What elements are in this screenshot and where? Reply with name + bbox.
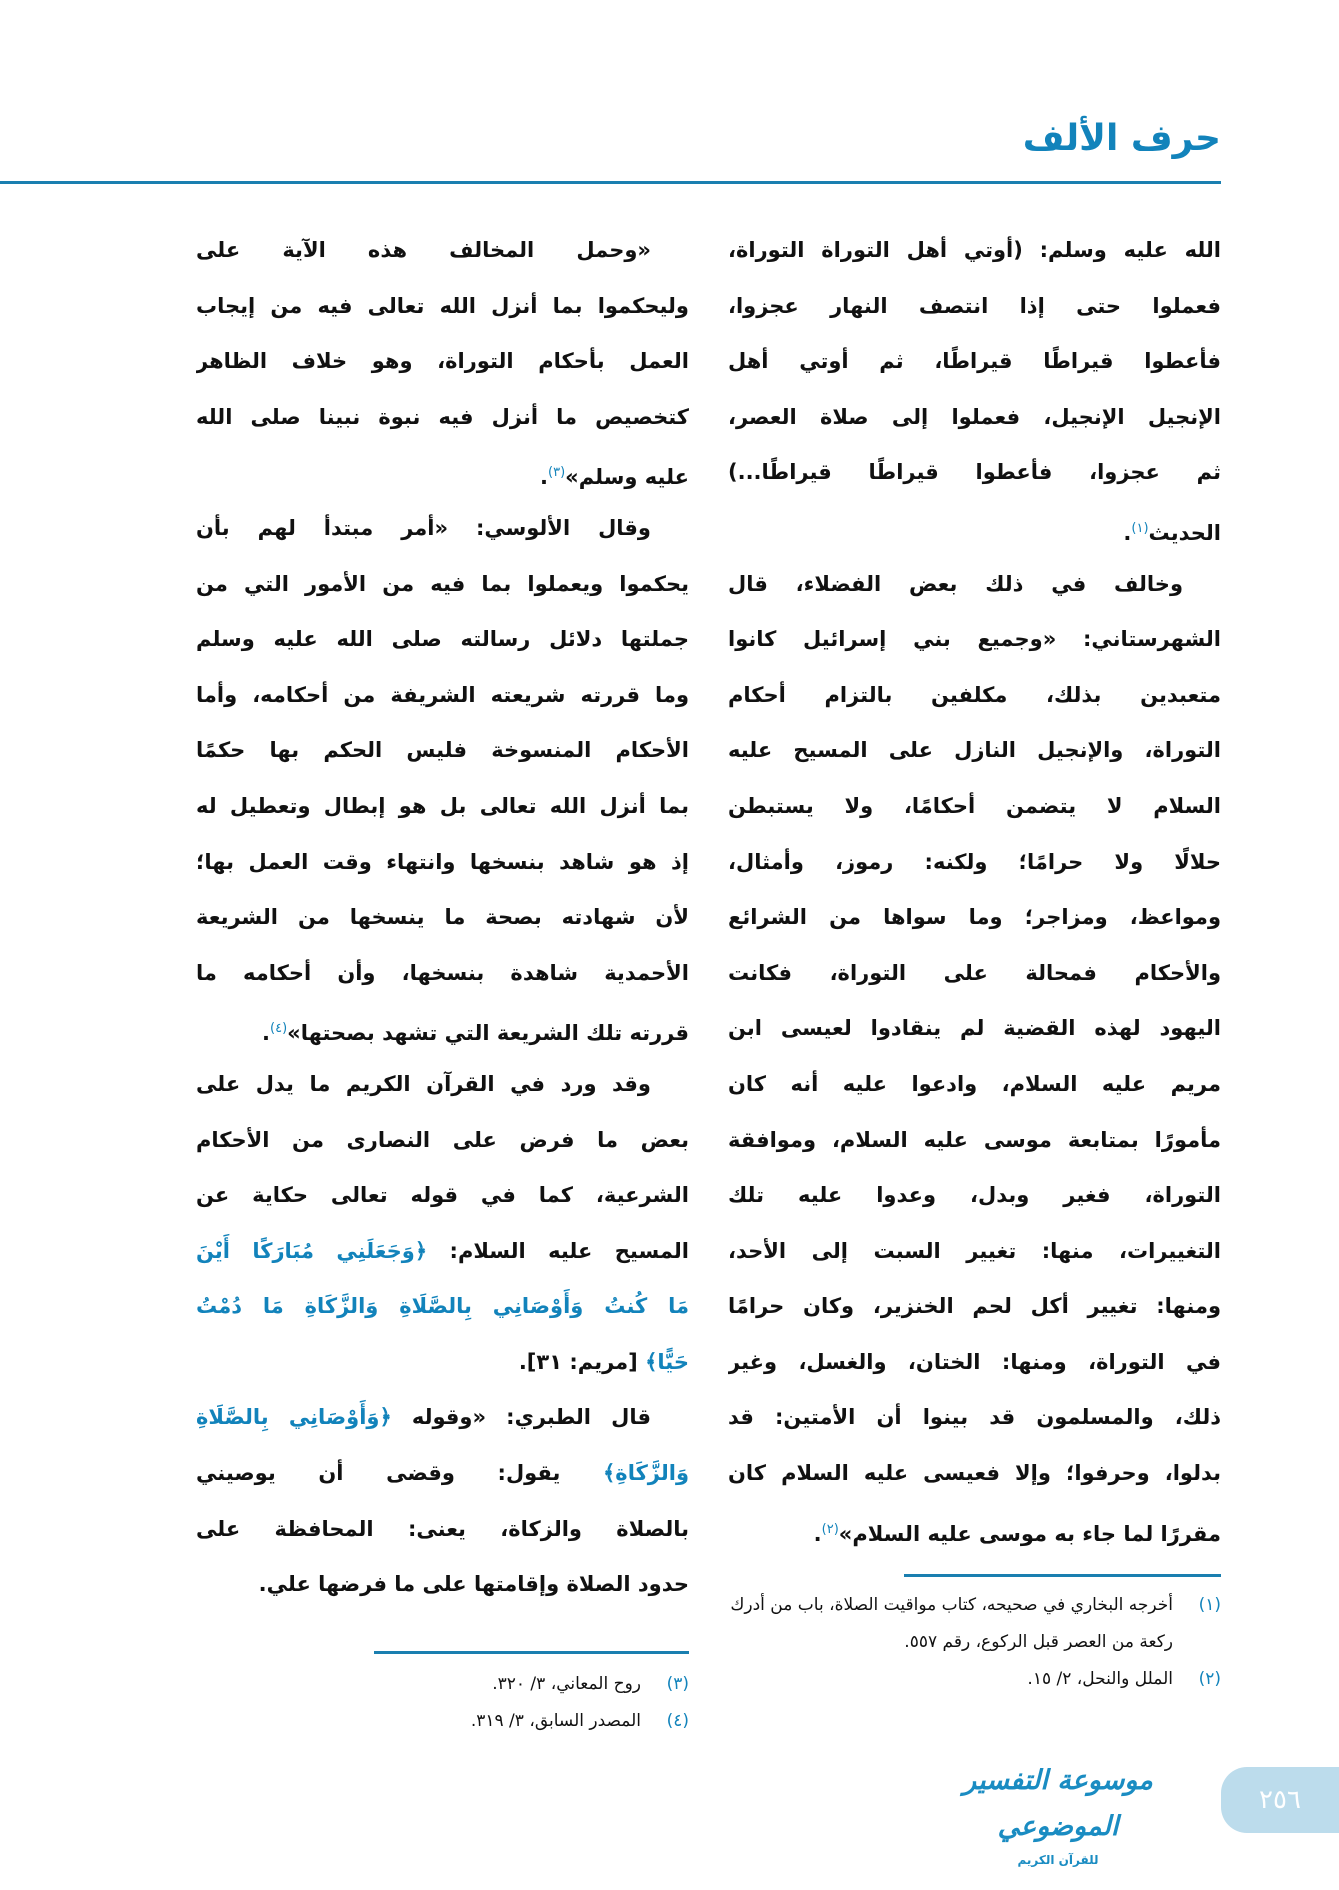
text-segment: التغييرات، منها: تغيير السبت إلى الأحد، <box>728 1238 1221 1263</box>
text-segment: وما قررته شريعته الشريفة من أحكامه، وأما <box>196 682 689 707</box>
text-segment: . <box>1123 520 1132 545</box>
text-line <box>728 1168 1221 1224</box>
footnote-number: (٢) <box>1198 1669 1221 1689</box>
text-segment: متعبدين بذلك، مكلفين بالتزام أحكام <box>728 682 1221 707</box>
text-line <box>728 1113 1221 1169</box>
text-segment: مقررًا لما جاء به موسى عليه السلام» <box>838 1521 1221 1546</box>
text-segment: ومواعظ، ومزاجر؛ وما سواها من الشرائع <box>728 905 1221 930</box>
text-segment: بعض ما فرض على النصارى من الأحكام <box>196 1127 689 1152</box>
text-segment: فعملوا حتى إذا انتصف النهار عجزوا، <box>728 293 1221 318</box>
text-segment: مأمورًا بمتابعة موسى عليه السلام، وموافقة <box>728 1127 1221 1152</box>
text-line <box>196 668 689 724</box>
text-line <box>196 779 689 835</box>
text-line <box>728 723 1221 779</box>
text-line <box>196 723 689 779</box>
text-line <box>196 1557 689 1613</box>
text-segment: حدود الصلاة وإقامتها على ما فرضها علي. <box>258 1572 689 1597</box>
text-line <box>196 1224 689 1280</box>
text-segment: بما أنزل الله تعالى بل هو إبطال وتعطيل له <box>196 793 689 818</box>
text-line <box>728 779 1221 835</box>
text-line <box>728 835 1221 891</box>
text-line <box>728 501 1221 557</box>
footnote-divider <box>904 1574 1221 1577</box>
text-line <box>728 1502 1221 1558</box>
text-line <box>196 1335 689 1391</box>
header-divider <box>0 181 1221 184</box>
footnotes-right <box>728 1587 1221 1698</box>
text-segment: والأحكام فمحالة على التوراة، فكانت <box>728 960 1221 985</box>
text-segment: الإنجيل الإنجيل، فعملوا إلى صلاة العصر، <box>728 404 1221 429</box>
text-segment: ثم عجزوا، فأعطوا قيراطًا قيراطًا...) <box>728 460 1221 485</box>
footnote-number: (٣) <box>666 1674 689 1694</box>
footnotes-left <box>374 1666 689 1740</box>
quran-verse: ﴿وَجَعَلَنِي مُبَارَكًا أَيْنَ <box>196 1238 428 1263</box>
text-segment: وخالف في ذلك بعض الفضلاء، قال <box>728 571 1183 596</box>
footnote-text: المصدر السابق، ٣/ ٣١٩. <box>470 1711 641 1731</box>
text-line <box>196 501 689 557</box>
text-line <box>728 1001 1221 1057</box>
text-line <box>196 1057 689 1113</box>
text-line <box>196 557 689 613</box>
text-line <box>728 223 1221 279</box>
text-segment: التوراة، والإنجيل النازل على المسيح عليه <box>728 738 1221 763</box>
text-segment: حلالًا ولا حرامًا؛ ولكنه: رموز، وأمثال، <box>728 849 1221 874</box>
text-line <box>196 1390 689 1446</box>
text-line <box>196 279 689 335</box>
text-line <box>728 390 1221 446</box>
text-segment: بالصلاة والزكاة، يعنى: المحافظة على <box>196 1516 689 1541</box>
text-segment: وليحكموا بما أنزل الله تعالى فيه من إيجاب <box>196 293 689 318</box>
text-segment: اليهود لهذه القضية لم ينقادوا لعيسى ابن <box>728 1016 1221 1041</box>
text-segment: قال الطبري: «وقوله <box>391 1405 651 1430</box>
text-line <box>728 445 1221 501</box>
text-segment: التوراة، فغير وبدل، وعدوا عليه تلك <box>728 1183 1221 1208</box>
text-line <box>196 390 689 446</box>
quran-verse: مَا كُنتُ وَأَوْصَانِي بِالصَّلَاةِ وَالزَّكَاةِ مَا دُمْتُ <box>196 1294 689 1319</box>
footnote <box>374 1703 689 1740</box>
text-line <box>196 1168 689 1224</box>
text-segment: [مريم: ٣١]. <box>518 1349 646 1374</box>
text-line <box>728 1279 1221 1335</box>
text-line <box>728 1390 1221 1446</box>
text-segment: قررته تلك الشريعة التي تشهد بصحتها» <box>287 1021 689 1046</box>
text-line <box>196 612 689 668</box>
text-line <box>196 334 689 390</box>
footnote-number: (٤) <box>666 1711 689 1731</box>
text-segment: . <box>540 465 548 490</box>
text-segment: إذ هو شاهد بنسخها وانتهاء وقت العمل بها؛ <box>196 849 689 874</box>
footnote-number: (١) <box>1198 1595 1221 1615</box>
text-segment: لأن شهادته بصحة ما ينسخها من الشريعة <box>196 905 689 930</box>
text-line <box>196 445 689 501</box>
text-line <box>728 1446 1221 1502</box>
footnote <box>374 1666 689 1703</box>
footnote-ref[interactable]: (٣) <box>548 465 566 481</box>
footnote-text: أخرجه البخاري في صحيحه، كتاب مواقيت الصلاة، باب من أدرك ركعة من العصر قبل الركوع، رقم ٥٥٧. <box>730 1595 1173 1652</box>
text-segment: في التوراة، ومنها: الختان، والغسل، وغير <box>728 1349 1221 1374</box>
footnote-text: روح المعاني، ٣/ ٣٢٠. <box>492 1674 641 1694</box>
text-segment: الشهرستاني: «وجميع بني إسرائيل كانوا <box>728 627 1221 652</box>
footnote-ref[interactable]: (٢) <box>821 1521 839 1537</box>
text-segment: الشرعية، كما في قوله تعالى حكاية عن <box>196 1183 689 1208</box>
footnote-text: الملل والنحل، ٢/ ١٥. <box>1027 1669 1173 1689</box>
logo-title: موسوعة التفسير الموضوعي <box>963 1765 1153 1842</box>
text-line <box>728 1224 1221 1280</box>
footnote-divider <box>374 1651 689 1654</box>
text-segment: . <box>813 1521 822 1546</box>
footnote <box>728 1661 1221 1698</box>
text-line <box>728 668 1221 724</box>
text-line <box>196 890 689 946</box>
quran-verse: ﴿وَأَوْصَانِي بِالصَّلَاةِ <box>196 1405 392 1430</box>
text-line <box>196 1502 689 1558</box>
text-line <box>196 835 689 891</box>
text-segment: وقد ورد في القرآن الكريم ما يدل على <box>196 1071 651 1096</box>
left-column <box>196 223 689 1613</box>
text-line <box>196 946 689 1002</box>
text-segment: المسيح عليه السلام: <box>427 1238 689 1263</box>
footnote <box>728 1587 1221 1661</box>
text-line <box>728 890 1221 946</box>
text-line <box>728 557 1221 613</box>
text-line <box>196 1279 689 1335</box>
text-segment: الله عليه وسلم: (أوتي أهل التوراة التوراة، <box>728 238 1221 262</box>
text-line <box>728 1335 1221 1391</box>
quran-verse: وَالزَّكَاةِ﴾ <box>603 1461 689 1486</box>
text-line <box>196 223 689 279</box>
text-line <box>196 1446 689 1502</box>
text-segment: بدلوا، وحرفوا؛ وإلا فعيسى عليه السلام كان <box>728 1461 1221 1486</box>
text-line <box>728 334 1221 390</box>
text-segment: فأعطوا قيراطًا قيراطًا، ثم أوتي أهل <box>728 349 1221 374</box>
text-line <box>728 1057 1221 1113</box>
footnote-ref[interactable]: (٤) <box>270 1021 288 1037</box>
text-segment: ومنها: تغيير أكل لحم الخنزير، وكان حرامًا <box>728 1294 1221 1319</box>
text-segment: وقال الألوسي: «أمر مبتدأ لهم بأن <box>196 515 651 540</box>
text-segment: يقول: وقضى أن يوصيني <box>196 1461 603 1486</box>
text-segment: الحديث <box>1148 520 1221 545</box>
text-line <box>728 279 1221 335</box>
encyclopedia-logo <box>934 1758 1182 1867</box>
text-segment: العمل بأحكام التوراة، وهو خلاف الظاهر <box>196 349 689 374</box>
text-segment: عليه وسلم» <box>565 465 689 490</box>
text-segment: السلام لا يتضمن أحكامًا، ولا يستبطن <box>728 793 1221 818</box>
text-line <box>728 946 1221 1002</box>
text-segment: . <box>262 1021 271 1046</box>
logo-subtitle: للقرآن الكريم <box>1017 1853 1099 1867</box>
text-segment: الأحمدية شاهدة بنسخها، وأن أحكامه ما <box>196 960 689 985</box>
text-segment: جملتها دلائل رسالته صلى الله عليه وسلم <box>196 627 689 652</box>
text-segment: «وحمل المخالف هذه الآية على <box>196 238 651 262</box>
section-title: حرف الألف <box>1022 118 1221 159</box>
text-segment: كتخصيص ما أنزل فيه نبوة نبينا صلى الله <box>196 404 689 429</box>
text-segment: ذلك، والمسلمون قد بينوا أن الأمتين: قد <box>728 1405 1221 1430</box>
text-segment: يحكموا ويعملوا بما فيه من الأمور التي من <box>196 571 689 596</box>
page-number: ٢٥٦ <box>1221 1767 1339 1833</box>
text-line <box>728 612 1221 668</box>
quran-verse: حَيًّا﴾ <box>645 1349 689 1374</box>
text-line <box>196 1113 689 1169</box>
text-segment: مريم عليه السلام، وادعوا عليه أنه كان <box>728 1071 1221 1096</box>
right-column <box>728 223 1221 1557</box>
text-segment: الأحكام المنسوخة فليس الحكم بها حكمًا <box>196 738 689 763</box>
text-line <box>196 1001 689 1057</box>
footnote-ref[interactable]: (١) <box>1131 520 1149 536</box>
